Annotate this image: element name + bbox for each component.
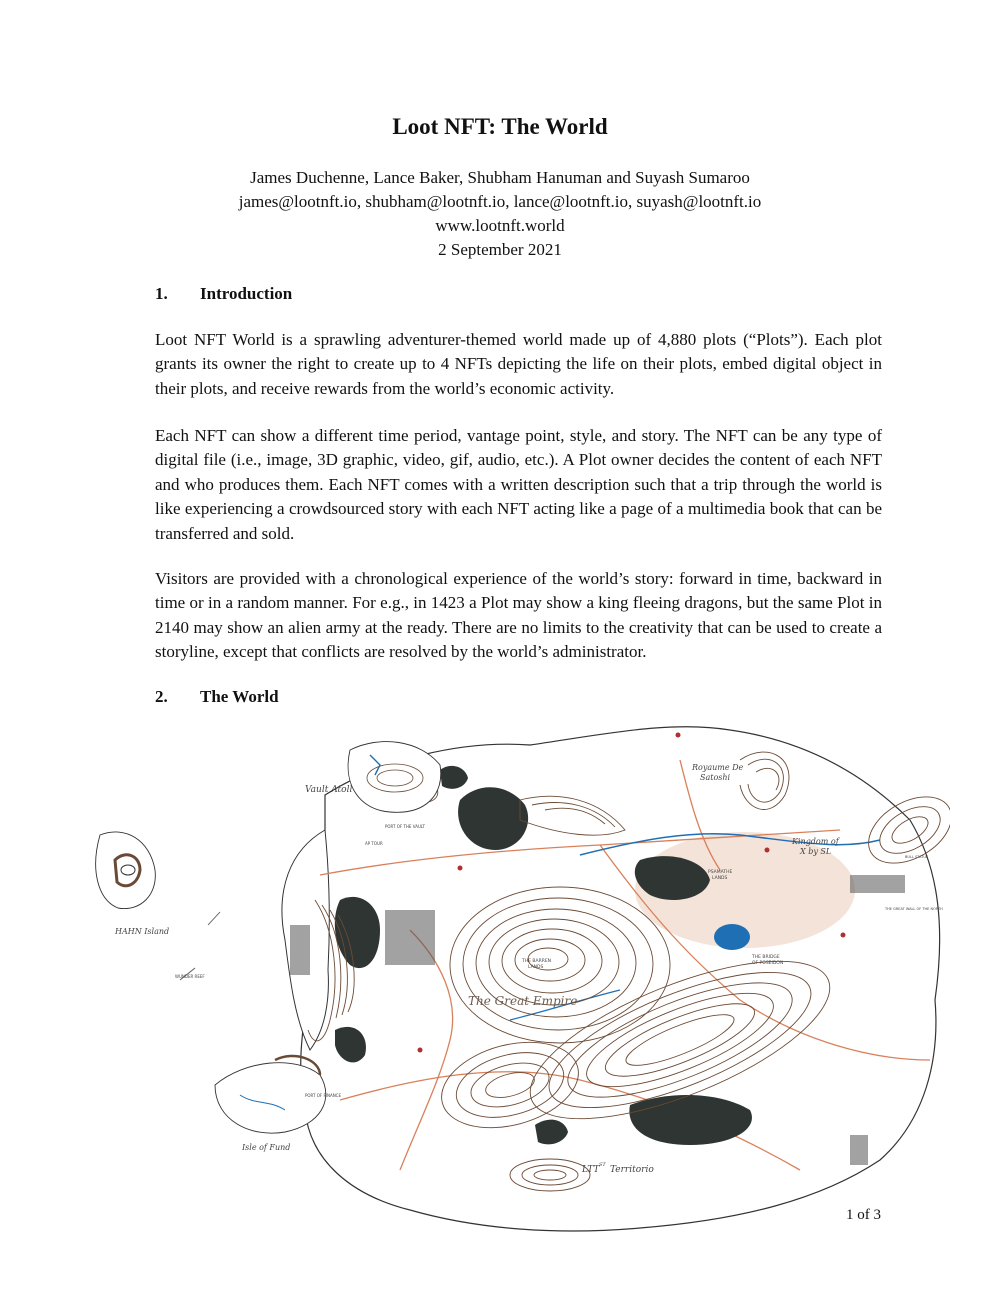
label-psamathe-2: LANDS xyxy=(712,876,728,881)
author-emails: james@lootnft.io, shubham@lootnft.io, lance@lootnft.io, suyash@lootnft.io xyxy=(238,192,762,211)
label-ltt-st: ST xyxy=(599,1162,606,1168)
label-kingdom: Kingdom of xyxy=(792,837,839,846)
paragraph: Loot NFT World is a sprawling adventurer-themed world made up of 4,880 plots (“Plots”). Each plot grants its owner the right to create up to 4 NFTs depicting the life on their plots, embed digital object in their plots, and receive rewards from the world’s economic activity. xyxy=(155,330,882,398)
section-number: 2. xyxy=(155,687,168,706)
label-ap-tour: AP TOUR xyxy=(365,841,383,846)
section-number: 1. xyxy=(155,284,168,303)
world-map xyxy=(80,700,950,1245)
label-barren: THE BARREN xyxy=(522,959,552,964)
label-isle-fund: Isle of Fund xyxy=(242,1143,291,1152)
label-barren-2: LANDS xyxy=(528,965,544,970)
label-bridge: THE BRIDGE xyxy=(752,955,780,960)
label-hahn-island: HAHN Island xyxy=(115,927,170,936)
label-royaume: Royaume De xyxy=(692,763,744,772)
label-kingdom-2: X by SL xyxy=(800,847,832,856)
label-bridge-2: OF POSEIDON xyxy=(752,961,784,966)
publication-date: 2 September 2021 xyxy=(438,240,562,259)
label-reef: WUNDER REEF xyxy=(175,974,205,979)
paragraph: Visitors are provided with a chronological experience of the world’s story: forward in time, backward in time or in a random manner. For e.g., in 1423 a Plot may show a king fleeing dragons, but the same Plot in 2140 may show an alien army at the ready. There are no limits to the creativity that can be used to create a storyline, except that conflicts are resolved by the world’s administrator. xyxy=(155,569,882,662)
page-number: 1 of 3 xyxy=(846,1207,881,1223)
label-royaume-2: Satoshi xyxy=(700,773,731,782)
lake xyxy=(714,924,750,950)
label-port-vault: PORT OF THE VAULT xyxy=(385,824,425,829)
website-link[interactable]: www.lootnft.world xyxy=(435,216,565,235)
paper-title: Loot NFT: The World xyxy=(392,114,608,139)
section-title: The World xyxy=(200,687,279,706)
label-ltt-2: Territorio xyxy=(610,1165,654,1175)
paper-meta xyxy=(0,166,1000,262)
label-vault-atoll: Vault Atoll xyxy=(305,785,353,795)
label-ltt: LTT xyxy=(582,1165,600,1175)
label-bull-statue: BULL STATUE xyxy=(905,855,929,859)
label-great-wall: THE GREAT WALL OF THE NORTH xyxy=(885,907,943,911)
reef-lines xyxy=(180,912,220,980)
section-title: Introduction xyxy=(200,284,293,303)
label-psamathe: PSAMATHE xyxy=(708,870,733,875)
section-heading-introduction xyxy=(155,284,292,304)
label-port-finance: PORT OF FINANCE xyxy=(305,1093,342,1098)
author-list: James Duchenne, Lance Baker, Shubham Hanuman and Suyash Sumaroo xyxy=(250,168,750,187)
label-great-empire: The Great Empire xyxy=(468,994,578,1008)
hahn-island xyxy=(96,832,156,909)
paragraph: Each NFT can show a different time period, vantage point, style, and story. The NFT can be any type of digital file (i.e., image, 3D graphic, video, gif, audio, etc.). A Plot owner decides the content of each NFT and who produces them. Each NFT comes with a written description such that a trip through the world is like experiencing a crowdsourced story with each NFT acting like a page of a multimedia book that can be transferred and sold. xyxy=(155,426,882,543)
